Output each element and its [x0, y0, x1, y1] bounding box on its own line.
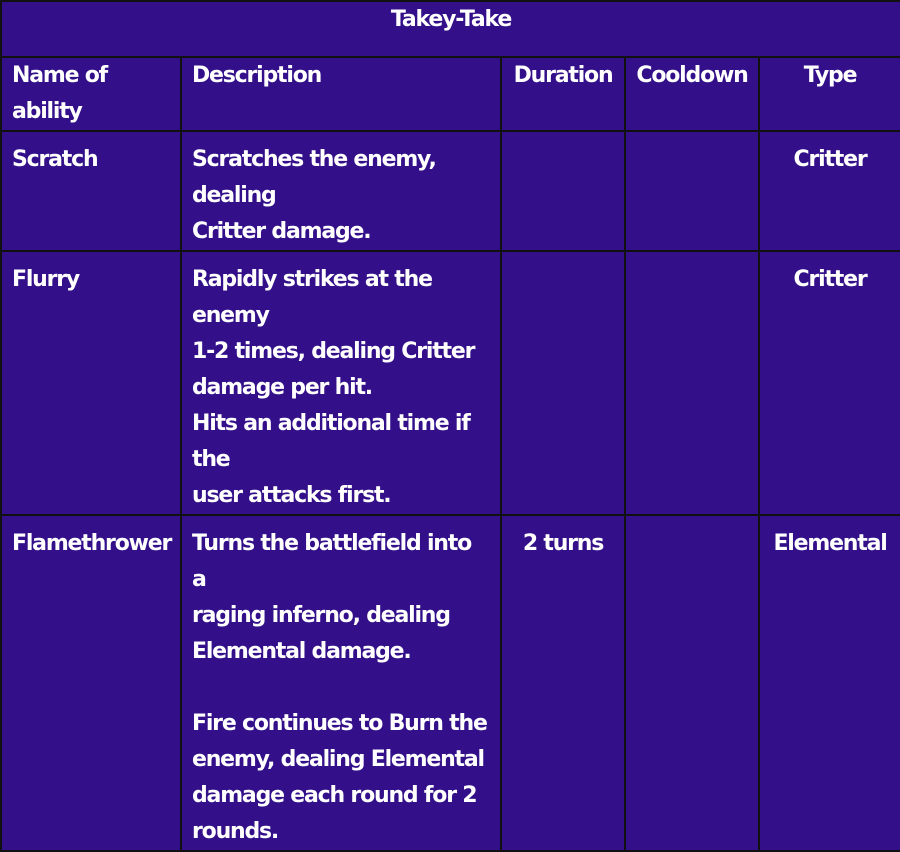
description-text: Rapidly strikes at the enemy 1-2 times, dealing Critter damage per hit. Hits an additional time if the user attacks first. [192, 267, 475, 508]
ability-name: Scratch [1, 131, 181, 251]
table-row [1, 515, 900, 851]
table-title: Takey-Take [1, 1, 900, 57]
ability-name: Flurry [1, 251, 181, 515]
header-duration: Duration [501, 57, 625, 131]
description-text: Scratches the enemy, dealing Critter damage. [192, 147, 436, 244]
description-text: Turns the battlefield into a raging inferno, dealing Elemental damage. Fire continues to Burn the enemy, dealing Elemental damage each round for 2 rounds. [192, 531, 487, 844]
ability-duration: 2 turns [501, 515, 625, 851]
ability-type: Critter [759, 131, 900, 251]
table-row [1, 251, 900, 515]
header-row [1, 57, 900, 131]
ability-duration [501, 131, 625, 251]
ability-description [181, 131, 501, 251]
ability-cooldown [625, 515, 759, 851]
header-cooldown: Cooldown [625, 57, 759, 131]
ability-cooldown [625, 131, 759, 251]
ability-duration [501, 251, 625, 515]
title-row [1, 1, 900, 57]
table-row [1, 131, 900, 251]
ability-name: Flamethrower [1, 515, 181, 851]
header-type: Type [759, 57, 900, 131]
ability-description [181, 515, 501, 851]
ability-type: Elemental [759, 515, 900, 851]
ability-cooldown [625, 251, 759, 515]
ability-type: Critter [759, 251, 900, 515]
header-name: Name of ability [1, 57, 181, 131]
ability-description [181, 251, 501, 515]
header-description: Description [181, 57, 501, 131]
